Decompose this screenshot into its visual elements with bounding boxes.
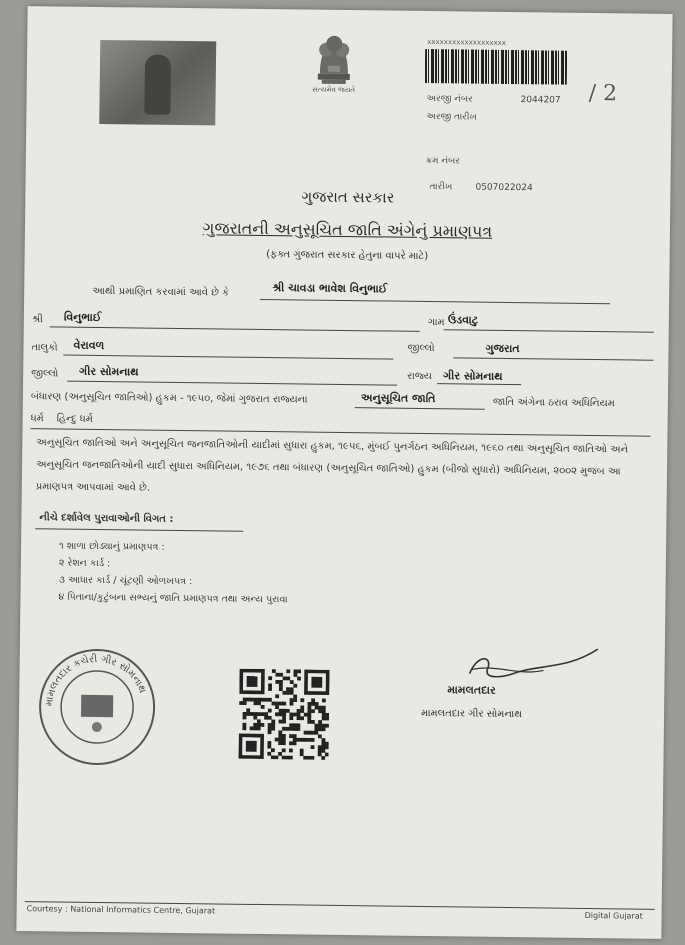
caste-line (355, 407, 485, 410)
district-value: ગીર સોમનાથ (443, 369, 503, 383)
footer-right: Digital Gujarat (584, 910, 643, 921)
documents-heading-line (35, 528, 243, 532)
applicant-photo (99, 40, 216, 125)
father-line (50, 326, 420, 332)
district2-value: ગીર સોમનાથ (79, 364, 139, 379)
government-heading: ગુજરાત સરકાર (301, 187, 395, 207)
legal-paragraph: અનુસૂચિત જાતિઓ અને અનુસૂચિત જનજાતિઓની યાદીમાં સુધારા હુકમ, ૧૯૫૬, મુંબઈ પુનર્ગઠન અધિનિયમ, ૧૯૬૦ તથા અનુસૂચિત જાતિઓ અને અનુસૂચિત જનજાતિઓની યાદી સુધારા અધિનિયમ, ૧૯૭૬ તથા બંધારણ (અનુસૂચિત જાતિઓ) હુકમ (બીજો સુધારો) અધિનિયમ, ૨૦૦૨ મુજબ આ પ્રમાણપત્ર આપવામાં આવે છે. (35, 437, 629, 494)
district2-label: જીલ્લો (31, 368, 59, 380)
issue-date-label: તારીખ (429, 182, 453, 193)
district-line (437, 383, 521, 385)
taluka-value: વેરાવળ (73, 338, 105, 353)
father-label: શ્રી (31, 314, 43, 326)
reference-number-label: ક્રમ નંબર (425, 155, 461, 167)
application-number-label: અરજી નંબર (426, 93, 473, 105)
list-item: ૪ પિતાના/કુટુંબના સભ્યનું જાતિ પ્રમાણપત્ર તથા અન્ય પુરાવા (58, 591, 288, 606)
state-line (453, 357, 653, 360)
taluka-label: તાલુકો (31, 342, 58, 354)
village-label: ગામ (427, 317, 445, 329)
caste-suffix: જાતિ અંગેના ઠરાવ અધિનિયમ (492, 396, 615, 410)
qr-code (238, 669, 329, 760)
district-label: જીલ્લો (407, 342, 435, 355)
list-item: ૩ આધાર કાર્ડ / ચૂંટણી ઓળખપત્ર : (58, 574, 193, 588)
barcode-number: xxxxxxxxxxxxxxxxxxx (427, 37, 507, 47)
documents-heading: નીચે દર્શાવેલ પુરાવાઓની વિગત : (39, 512, 174, 525)
barcode (425, 49, 567, 85)
state-label: રાજ્ય (407, 370, 433, 383)
certificate-title: ગુજરાતની અનુસૂચિત જાતિ અંગેનું પ્રમાણપત્ર (202, 218, 493, 241)
footer-courtesy: Courtesy : National Informatics Centre, Gujarat (26, 904, 216, 916)
list-item: ૨ રેશન કાર્ડ : (58, 557, 111, 570)
religion-value: હિન્દુ ધર્મ (56, 413, 93, 425)
village-line (444, 329, 654, 333)
certify-label: આથી પ્રમાણિત કરવામાં આવે છે કે (92, 285, 230, 299)
name-line (260, 299, 610, 304)
documents-list (58, 538, 288, 609)
application-number: 2044207 (520, 95, 561, 106)
official-seal (36, 646, 157, 767)
signatory-designation: મામલતદાર ગીર સોમનાથ (420, 707, 523, 721)
religion-label: ધર્મ (30, 413, 44, 425)
seal-ring-text: મામલતદાર કચેરી ગીર સોમનાથ (43, 653, 148, 707)
father-name: વિનુભાઈ (63, 310, 102, 325)
handwritten-mark: / 2 (588, 80, 618, 107)
signatory-name: મામલતદાર (447, 683, 496, 697)
village-value: ઉંડવાટુ (447, 313, 479, 327)
list-item: ૧ શાળા છોડ્યાનું પ્રમાણપત્ર : (59, 540, 165, 553)
certificate-subtitle: (ફક્ત ગુજરાત સરકાર હેતુના વાપરે માટે) (266, 249, 429, 263)
emblem-caption: સત્યમેવ જયતે (312, 85, 356, 95)
state-value: ગુજરાત (485, 341, 520, 356)
applicant-name: શ્રી ચાવડા ભાવેશ વિનુભાઈ (272, 281, 388, 296)
taluka-line (63, 355, 393, 360)
caste-value: અનુસૂચિત જાતિ (360, 391, 436, 406)
district2-line (67, 381, 397, 386)
certificate-sheet (16, 6, 672, 939)
application-date-label: અરજી તારીખ (426, 111, 477, 123)
issue-number: 0507022024 (475, 182, 533, 194)
caste-intro: બંધારણ (અનુસૂચિત જાતિઓ) હુકમ - ૧૯૫૦, જેમાં ગુજરાત રાજ્યના (30, 391, 308, 406)
